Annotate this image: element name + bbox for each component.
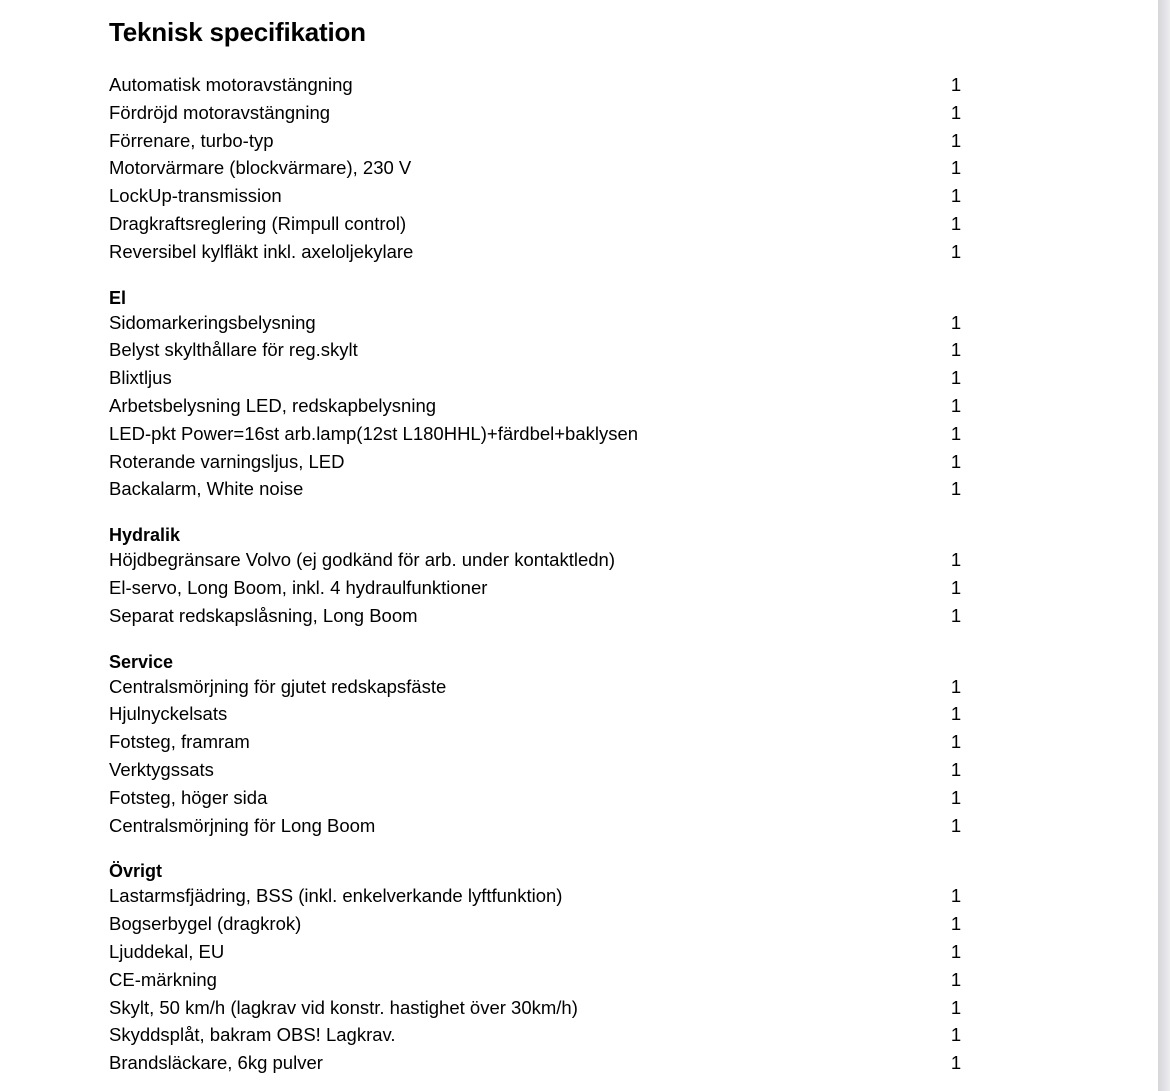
spec-item-label: Fördröjd motoravstängning bbox=[109, 101, 331, 123]
spec-item-label: LED-pkt Power=16st arb.lamp(12st L180HHL)+färdbel+baklysen bbox=[109, 422, 639, 444]
section-heading: Service bbox=[109, 651, 174, 672]
spec-row bbox=[109, 99, 969, 127]
spec-item-quantity: 1 bbox=[950, 885, 962, 907]
spec-row bbox=[109, 1049, 969, 1077]
spec-sections bbox=[109, 71, 969, 1077]
spec-row bbox=[109, 728, 969, 756]
section-heading: El bbox=[109, 287, 127, 308]
spec-item-quantity: 1 bbox=[950, 450, 962, 472]
spec-item-label: LockUp-transmission bbox=[109, 185, 282, 207]
spec-item-quantity: 1 bbox=[950, 185, 962, 207]
spec-row bbox=[109, 71, 969, 99]
section-heading: Övrigt bbox=[109, 861, 163, 882]
spec-row bbox=[109, 392, 969, 420]
spec-row bbox=[109, 210, 969, 238]
spec-item-label: Dragkraftsreglering (Rimpull control) bbox=[109, 212, 407, 234]
spec-row bbox=[109, 546, 969, 574]
spec-item-quantity: 1 bbox=[950, 996, 962, 1018]
spec-row bbox=[109, 966, 969, 994]
page-title: Teknisk specifikation bbox=[109, 17, 366, 47]
spec-item-quantity: 1 bbox=[950, 675, 962, 697]
spec-item-quantity: 1 bbox=[950, 940, 962, 962]
spec-item-quantity: 1 bbox=[950, 549, 962, 571]
spec-item-quantity: 1 bbox=[950, 101, 962, 123]
spec-item-quantity: 1 bbox=[950, 212, 962, 234]
spec-item-quantity: 1 bbox=[950, 157, 962, 179]
spec-item-label: Blixtljus bbox=[109, 367, 172, 389]
spec-item-quantity: 1 bbox=[950, 394, 962, 416]
spec-item-quantity: 1 bbox=[950, 367, 962, 389]
spec-item-label: CE-märkning bbox=[109, 968, 217, 990]
spec-item-quantity: 1 bbox=[950, 814, 962, 836]
spec-row bbox=[109, 574, 969, 602]
spec-row bbox=[109, 812, 969, 840]
spec-row bbox=[109, 475, 969, 503]
spec-row bbox=[109, 882, 969, 910]
spec-item-label: Roterande varningsljus, LED bbox=[109, 450, 345, 472]
spec-item-quantity: 1 bbox=[950, 913, 962, 935]
spec-item-label: Reversibel kylfläkt inkl. axeloljekylare bbox=[109, 240, 414, 262]
spec-section bbox=[109, 524, 969, 629]
spec-item-label: Separat redskapslåsning, Long Boom bbox=[109, 604, 418, 626]
spec-item-quantity: 1 bbox=[950, 339, 962, 361]
spec-item-quantity: 1 bbox=[950, 129, 962, 151]
spec-item-quantity: 1 bbox=[950, 968, 962, 990]
section-heading: Hydralik bbox=[109, 525, 181, 546]
spec-item-label: Centralsmörjning för gjutet redskapsfäste bbox=[109, 675, 447, 697]
spec-section bbox=[109, 287, 969, 504]
spec-item-label: Verktygssats bbox=[109, 758, 214, 780]
spec-item-quantity: 1 bbox=[950, 1052, 962, 1074]
spec-item-label: Motorvärmare (blockvärmare), 230 V bbox=[109, 157, 412, 179]
spec-row bbox=[109, 420, 969, 448]
spec-item-label: Belyst skylthållare för reg.skylt bbox=[109, 339, 358, 361]
spec-item-quantity: 1 bbox=[950, 478, 962, 500]
spec-item-label: Fotsteg, framram bbox=[109, 731, 250, 753]
spec-row bbox=[109, 336, 969, 364]
spec-row bbox=[109, 700, 969, 728]
spec-row bbox=[109, 994, 969, 1022]
spec-item-quantity: 1 bbox=[950, 576, 962, 598]
spec-row bbox=[109, 127, 969, 155]
spec-row bbox=[109, 364, 969, 392]
spec-item-quantity: 1 bbox=[950, 240, 962, 262]
spec-item-label: Brandsläckare, 6kg pulver bbox=[109, 1052, 323, 1074]
spec-item-quantity: 1 bbox=[950, 758, 962, 780]
spec-section bbox=[109, 651, 969, 840]
spec-item-label: Ljuddekal, EU bbox=[109, 940, 225, 962]
spec-item-label: Sidomarkeringsbelysning bbox=[109, 311, 316, 333]
spec-section bbox=[109, 71, 969, 266]
spec-item-label: El-servo, Long Boom, inkl. 4 hydraulfunktioner bbox=[109, 576, 488, 598]
spec-item-label: Backalarm, White noise bbox=[109, 478, 304, 500]
spec-item-quantity: 1 bbox=[950, 703, 962, 725]
spec-item-label: Bogserbygel (dragkrok) bbox=[109, 913, 302, 935]
spec-item-label: Automatisk motoravstängning bbox=[109, 74, 353, 95]
spec-row bbox=[109, 1021, 969, 1049]
spec-row bbox=[109, 182, 969, 210]
spec-row bbox=[109, 238, 969, 266]
spec-item-label: Centralsmörjning för Long Boom bbox=[109, 814, 376, 836]
spec-item-label: Förrenare, turbo-typ bbox=[109, 129, 274, 151]
spec-item-label: Skyddsplåt, bakram OBS! Lagkrav. bbox=[109, 1024, 396, 1046]
spec-item-quantity: 1 bbox=[950, 604, 962, 626]
spec-section bbox=[109, 860, 969, 1077]
document-content bbox=[109, 14, 969, 1077]
spec-item-label: Skylt, 50 km/h (lagkrav vid konstr. hastighet över 30km/h) bbox=[109, 996, 578, 1018]
spec-item-quantity: 1 bbox=[950, 786, 962, 808]
spec-item-quantity: 1 bbox=[950, 74, 962, 95]
spec-item-quantity: 1 bbox=[950, 311, 962, 333]
spec-row bbox=[109, 673, 969, 701]
spec-row bbox=[109, 602, 969, 630]
spec-row bbox=[109, 309, 969, 337]
spec-item-label: Lastarmsfjädring, BSS (inkl. enkelverkande lyftfunktion) bbox=[109, 885, 563, 907]
spec-item-quantity: 1 bbox=[950, 1024, 962, 1046]
spec-row bbox=[109, 784, 969, 812]
spec-item-label: Hjulnyckelsats bbox=[109, 703, 228, 725]
spec-row bbox=[109, 938, 969, 966]
page-edge-shadow bbox=[1158, 0, 1170, 1091]
spec-row bbox=[109, 910, 969, 938]
spec-item-quantity: 1 bbox=[950, 731, 962, 753]
spec-item-label: Höjdbegränsare Volvo (ej godkänd för arb. under kontaktledn) bbox=[109, 549, 615, 571]
spec-row bbox=[109, 154, 969, 182]
spec-item-label: Fotsteg, höger sida bbox=[109, 786, 268, 808]
spec-row bbox=[109, 448, 969, 476]
spec-item-label: Arbetsbelysning LED, redskapbelysning bbox=[109, 394, 437, 416]
spec-row bbox=[109, 756, 969, 784]
spec-item-quantity: 1 bbox=[950, 422, 962, 444]
